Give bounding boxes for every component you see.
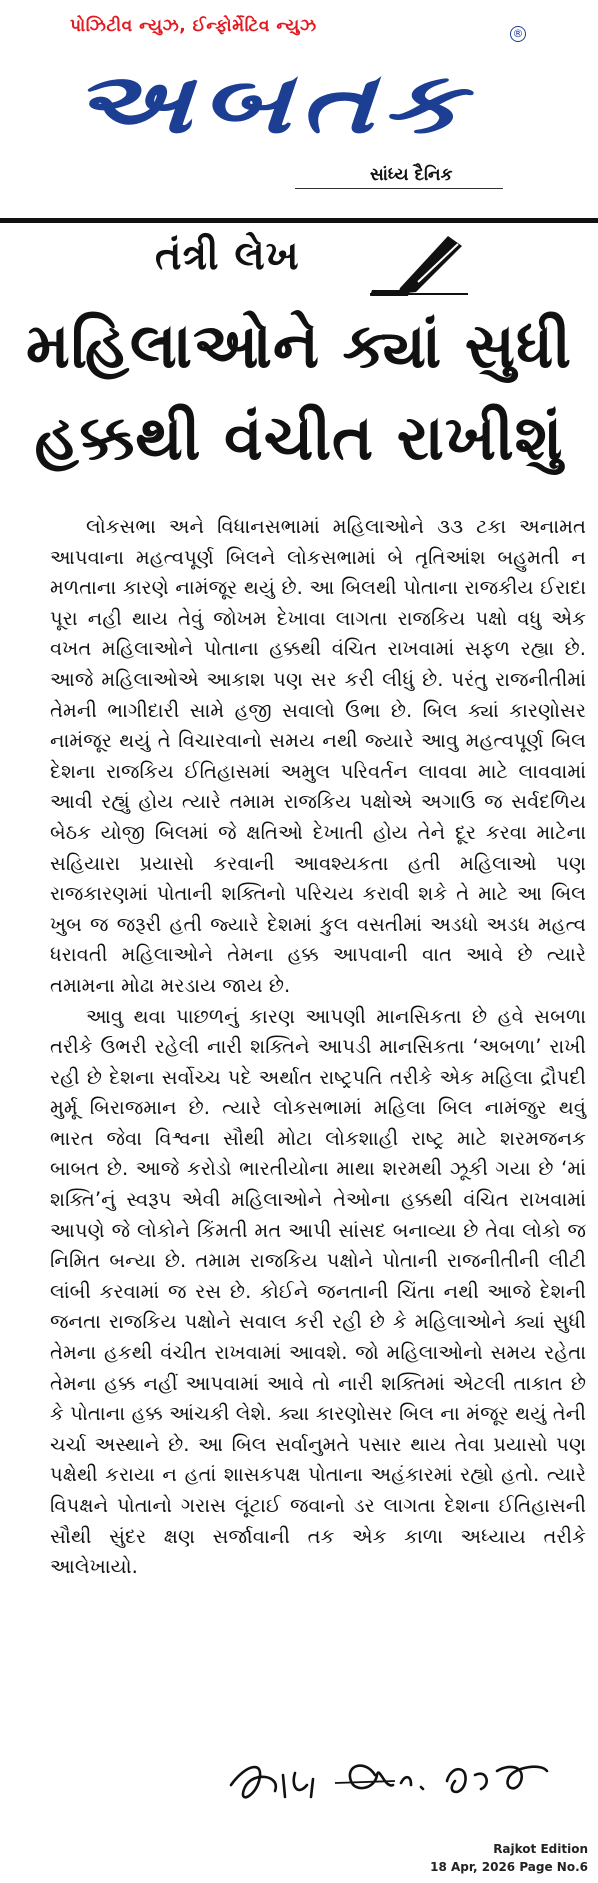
headline-line-2: હક્કથી વંચીત રાખીશું <box>34 401 564 474</box>
edition-name: Rajkot Edition <box>493 1842 588 1856</box>
masthead <box>0 0 598 185</box>
article-body <box>50 512 586 1583</box>
article-paragraph-2: આવુ થવા પાછળનું કારણ આપણી માનસિકતા છે હવે સબળા તરીકે ઉભરી રહેલી નારી શક્તિને આપડી માનસિકતા ‘અબળા’ રાખી રહી છે દેશના સર્વોચ્ચ પદે અર્થાત રાષ્ટ્રપતિ તરીકે એક મહિલા દ્રૌપદી મુર્મૂ બિરાજમાન છે. ત્યારે લોકસભામાં મહિલા બિલ નામંજુર થવું ભારત જેવા વિશ્વના સૌથી મોટા લોકશાહી રાષ્ટ્ર માટે શરમજનક બાબત છે. આજે કરોડો ભારતીયોના માથા શરમથી ઝૂકી ગયા છે ‘માં શક્તિ’નું સ્વરૂપ એવી મહિલાઓને તેઓના હક્કથી વંચિત રાખવામાં આપણે જે લોકોને કિંમતી મત આપી સાંસદ બનાવ્યા છે તેવા લોકો જ નિમિત બન્યા છે. તમામ રાજકિય પક્ષોને પોતાની રાજનીતીની લીટી લાંબી કરવામાં જ રસ છે. કોઈને જનતાની ચિંતા નથી આજે દેશની જનતા રાજકિય પક્ષોને સવાલ કરી રહી છે કે મહિલાઓને ક્યાં સુધી તેમના હકથી વંચીત રાખવામાં આવશે. જો મહિલાઓનો સમય રહેતા તેમના હક્ક નહીં આપવામાં આવે તો નારી શક્તિમાં એટલી તાકાત છે કે પોતાના હક્ક આંચકી લેશે. ક્યા કારણોસર બિલ ના મંજૂર થયું તેની ચર્ચા અસ્થાને છે. આ બિલ સર્વાનુમતે પસાર થાય તેવા પ્રયાસો પણ પક્ષેથી કરાયા ન હતાં શાસકપક્ષ પોતાના અહંકારમાં રહ્યો હતો. ત્યારે વિપક્ષને પોતાનો ગરાસ લૂંટાઈ જવાનો ડર લાગતા દેશના ઈતિહાસની સૌથી સુંદર ક્ષણ સર્જાવાની તક એક કાળા અધ્યાય તરીકે આલેખાયો. <box>50 1004 586 1579</box>
section-label: તંત્રી લેખ <box>155 233 300 279</box>
masthead-tagline: પોઝિટીવ ન્યુઝ, ઈન્ફોર્મેટિવ ન્યુઝ <box>70 16 317 36</box>
edition-date-page: 18 Apr, 2026 Page No.6 <box>430 1860 588 1874</box>
headline <box>0 300 598 484</box>
subtitle-underline <box>295 188 503 189</box>
edition-info <box>430 1840 588 1876</box>
article-paragraph-1: લોકસભા અને વિધાનસભામાં મહિલાઓને ૩૩ ટકા અનામત આપવાના મહત્વપૂર્ણ બિલને લોકસભામાં બે તૃતિઆંશ બહુમતી ન મળતાના કારણે નામંજૂર થયું છે. આ બિલથી પોતાના રાજકીય ઈરાદા પૂરા નહી થાય તેવું જોખમ દેખાવા લાગતા રાજકિય પક્ષો વધુ એક વખત મહિલાઓને પોતાના હક્કથી વંચિત રાખવામાં સફળ રહ્યા છે. આજે મહિલાઓએ આકાશ પણ સર કરી લીધું છે. પરંતુ રાજનીતીમાં તેમની ભાગીદારી સામે હજી સવાલો ઉભા છે. બિલ ક્યાં કારણોસર નામંજૂર થયું તે વિચારવાનો સમય નથી જ્યારે આવુ મહત્વપૂર્ણ બિલ દેશના રાજકિય ઈતિહાસમાં અમુલ પરિવર્તન લાવવા માટે લાવવામાં આવી રહ્યું હોય ત્યારે તમામ રાજકિય પક્ષોએ અગાઉ જ સર્વદળિય બેઠક યોજી બિલમાં જે ક્ષતિઓ દેખાતી હોય તેને દૂર કરવા માટેના સહિયારા પ્રયાસો કરવાની આવશ્યકતા હતી મહિલાઓ પણ રાજકારણમાં પોતાની શક્તિનો પરિચય કરાવી શકે તે માટે આ બિલ ખુબ જ જરૂરી હતી જ્યારે દેશમાં કુલ વસતીમાં અડધો અડધ મહત્વ ધરાવતી મહિલાઓને તેમના હક્ક આપવાની વાત આવે છે ત્યારે તમામના મોઢા મરડાય જાય છે. <box>50 515 586 997</box>
masthead-subtitle: સાંધ્ય દૈનિક <box>370 165 453 185</box>
newspaper-logo: અબતક <box>72 54 471 152</box>
headline-line-1: મહિલાઓને ક્યાં સુધી <box>26 309 572 382</box>
masthead-divider <box>0 218 598 223</box>
registered-mark: ® <box>510 26 526 42</box>
editor-signature <box>225 1745 555 1815</box>
pen-writing-icon <box>370 232 470 300</box>
